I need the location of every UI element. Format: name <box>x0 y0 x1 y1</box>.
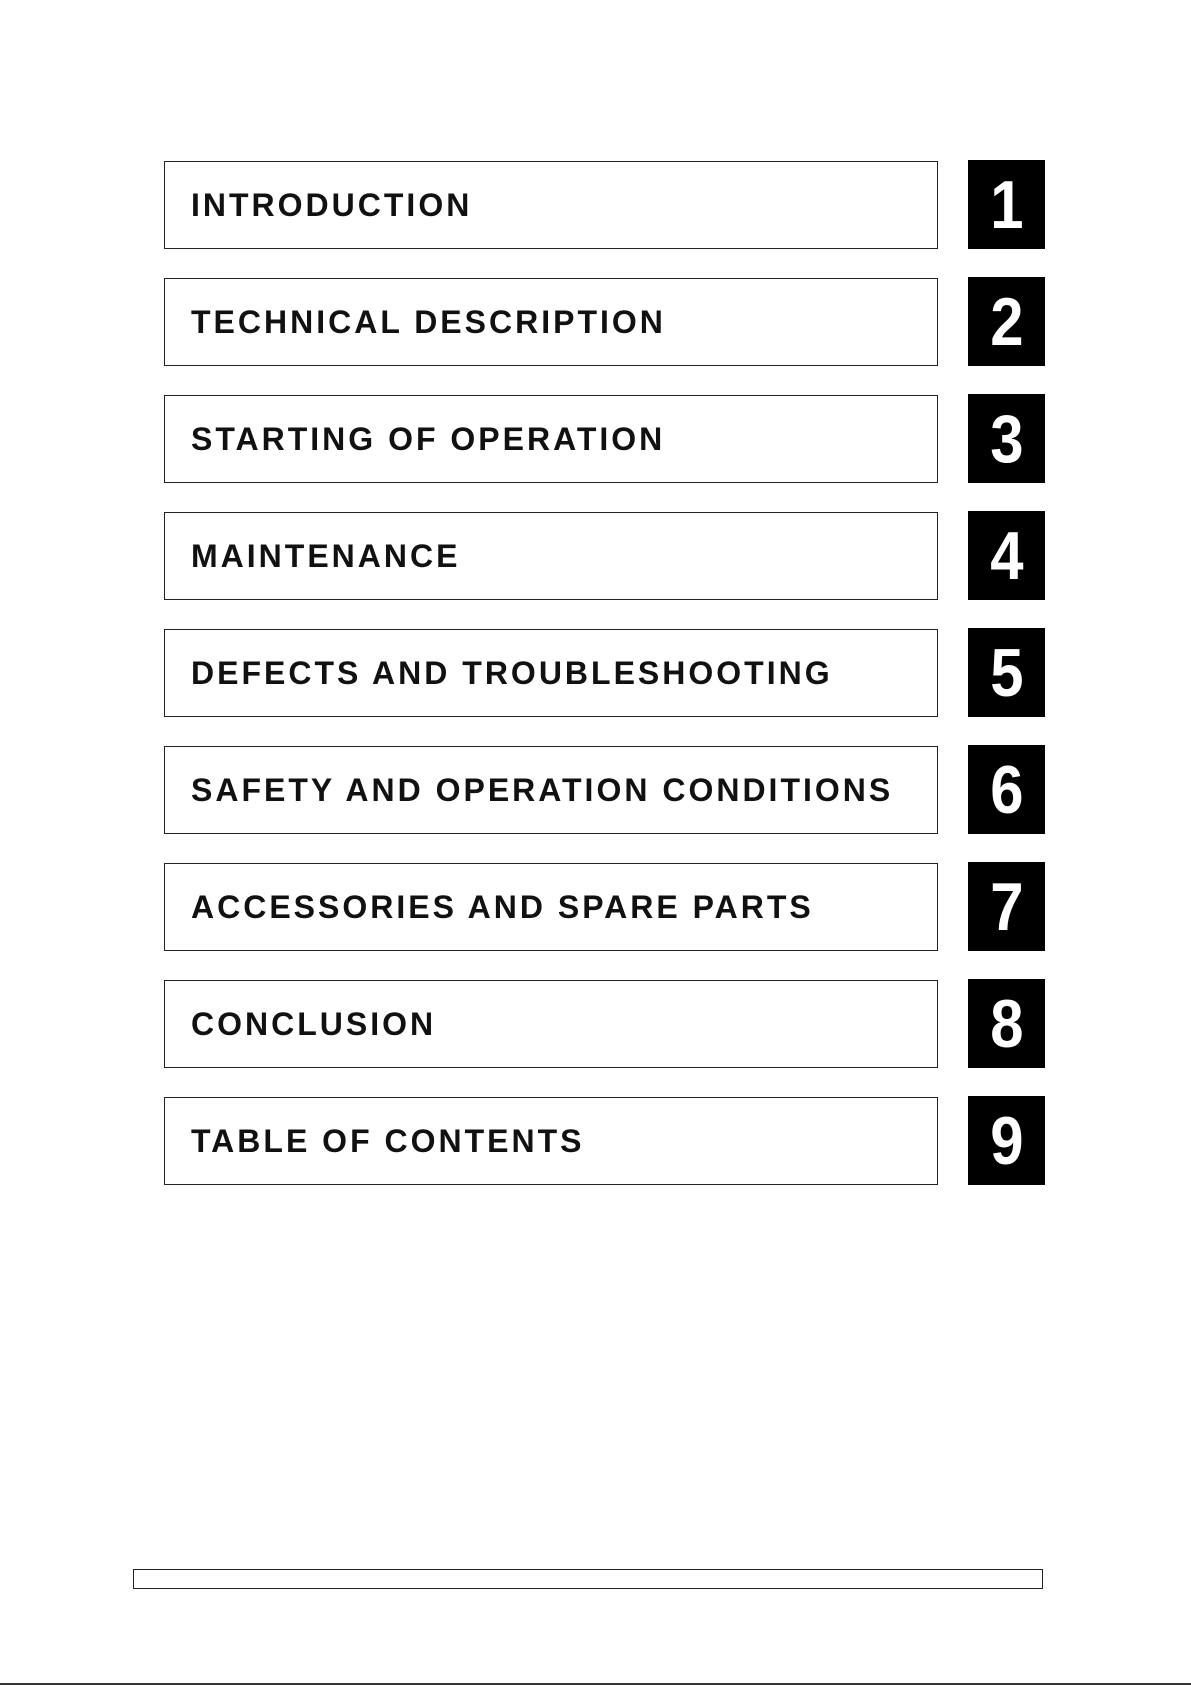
section-title-box <box>164 395 938 483</box>
footer-box <box>133 1569 1043 1589</box>
section-title-box <box>164 629 938 717</box>
section-row <box>164 746 1046 834</box>
section-number: 4 <box>989 517 1024 594</box>
section-number-tab <box>968 394 1045 483</box>
section-number-tab <box>968 277 1045 366</box>
section-title: MAINTENANCE <box>191 537 461 574</box>
section-number: 1 <box>989 166 1024 243</box>
section-title-box <box>164 746 938 834</box>
section-title: TECHNICAL DESCRIPTION <box>191 303 666 340</box>
section-title: INTRODUCTION <box>191 186 473 223</box>
section-row <box>164 278 1046 366</box>
section-number-tab <box>968 979 1045 1068</box>
section-title-box <box>164 512 938 600</box>
section-number: 9 <box>989 1102 1024 1179</box>
section-number-tab <box>968 1096 1045 1185</box>
section-title-box <box>164 1097 938 1185</box>
section-number: 6 <box>989 751 1024 828</box>
section-number: 3 <box>989 400 1024 477</box>
section-title-box <box>164 161 938 249</box>
section-number: 7 <box>989 868 1024 945</box>
section-number-tab <box>968 745 1045 834</box>
section-number-tab <box>968 160 1045 249</box>
section-row <box>164 1097 1046 1185</box>
section-title-box <box>164 863 938 951</box>
section-row <box>164 395 1046 483</box>
section-title: DEFECTS AND TROUBLESHOOTING <box>191 654 833 691</box>
section-row <box>164 512 1046 600</box>
section-row <box>164 980 1046 1068</box>
section-row <box>164 161 1046 249</box>
section-title-box <box>164 278 938 366</box>
section-number: 5 <box>989 634 1024 711</box>
section-title: SAFETY AND OPERATION CONDITIONS <box>191 771 894 808</box>
section-number-tab <box>968 511 1045 600</box>
section-title: ACCESSORIES AND SPARE PARTS <box>191 888 814 925</box>
chapter-index <box>164 161 1046 1185</box>
section-row <box>164 629 1046 717</box>
section-row <box>164 863 1046 951</box>
section-title: TABLE OF CONTENTS <box>191 1122 585 1159</box>
section-title-box <box>164 980 938 1068</box>
section-number-tab <box>968 862 1045 951</box>
section-title: STARTING OF OPERATION <box>191 420 666 457</box>
section-number-tab <box>968 628 1045 717</box>
section-number: 2 <box>989 283 1024 360</box>
section-number: 8 <box>989 985 1024 1062</box>
section-title: CONCLUSION <box>191 1005 437 1042</box>
